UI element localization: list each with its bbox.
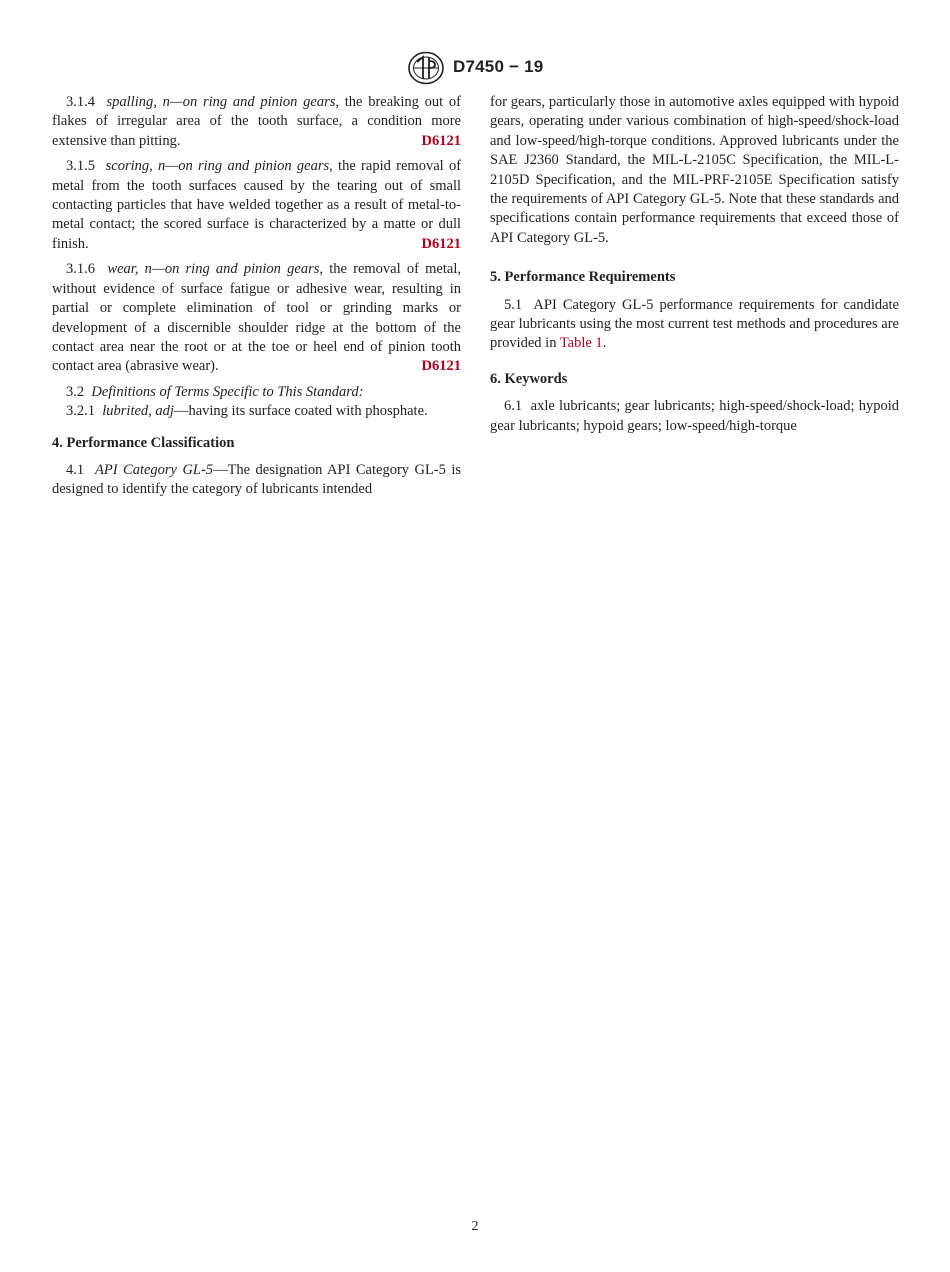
reference-link-d6121[interactable]: D6121 <box>421 358 461 375</box>
keywords-text: axle lubricants; gear lubricants; high-speed/shock-load; hypoid gear lubricants; hypoid gears; low-speed/high-torque <box>490 398 900 434</box>
section-heading: Definitions of Terms Specific to This Standard: <box>91 383 364 400</box>
term: scoring, n—on ring and pinion gears <box>105 158 330 175</box>
reference-link-d6121[interactable]: D6121 <box>421 235 461 252</box>
page-header <box>0 51 950 85</box>
paragraph-5-1 <box>490 296 899 354</box>
section-number: 3.1.5 <box>66 158 101 175</box>
section-heading-4: 4. Performance Classification <box>52 434 235 451</box>
left-column <box>52 93 461 506</box>
reference-link-d6121[interactable]: D6121 <box>421 132 461 149</box>
section-number: 3.1.4 <box>66 94 101 110</box>
section-number: 3.2 <box>66 383 88 400</box>
section-heading-6: 6. Keywords <box>490 370 568 387</box>
paragraph-text: API Category GL-5 performance requirements for candidate gear lubricants using the most current test methods and procedures are provided in <box>490 296 899 352</box>
right-column <box>490 93 899 442</box>
term: API Category GL-5 <box>95 461 214 478</box>
section-heading-5: 5. Performance Requirements <box>490 269 676 286</box>
definition-text: , the removal of metal, without evidence of surface fatigue or adhesive wear, resulting in partial or complete elimination of tool or grinding marks or development of a discernible shoulder ridge at the bottom of the contact area near the root or at the toe or heel end of pinion tooth contact area (abrasive wear). <box>52 261 461 375</box>
paragraph-6-1 <box>490 397 899 436</box>
section-number: 6.1 <box>504 398 527 415</box>
paragraph-4-1-continued: for gears, particularly those in automotive axles equipped with hypoid gears, operating under various combination of high-speed/shock-load and low-speed/high-torque conditions. Approved lubricants under the SAE J2360 Standard, the MIL-L-2105C Specification, the MIL-L-2105D Specification, and the MIL-PRF-2105E Specification satisfy the requirements of API Category GL-5. Note that these standards and specifications contain performance requirements that exceed those of API Category GL-5. <box>490 94 899 246</box>
table-1-link[interactable]: Table 1 <box>559 335 603 352</box>
paragraph-end: . <box>602 335 607 352</box>
section-number: 3.2.1 <box>66 403 99 420</box>
definition-text: , the breaking out of flakes of irregular area of the tooth surface, a condition more extensive than pitting. <box>52 94 462 149</box>
paragraph-3-2 <box>52 383 461 402</box>
reference-line <box>52 235 461 254</box>
definition-text: , the rapid removal of metal from the tooth surfaces caused by the tearing out of small contacting particles that have welded together as a result of metal-to-metal contact; the scored surface is characterized by a matte or dull finish. <box>52 158 462 252</box>
term: lubrited, adj <box>102 403 174 420</box>
astm-logo-icon <box>407 51 445 85</box>
definition-text: —The designation API Category GL-5 is designed to identify the category of lubricants intended <box>52 461 462 498</box>
section-number: 3.1.6 <box>66 261 102 278</box>
paragraph-4-1 <box>52 461 461 500</box>
section-number: 4.1 <box>66 461 90 478</box>
paragraph-3-2-1 <box>52 402 461 421</box>
term: spalling, n—on ring and pinion gears <box>106 94 336 110</box>
page-number: 2 <box>471 1219 479 1234</box>
definition-text: —having its surface coated with phosphate. <box>173 403 428 420</box>
term: wear, n—on ring and pinion gears <box>107 261 320 278</box>
section-number: 5.1 <box>504 296 529 313</box>
standard-designation: D7450 − 19 <box>453 57 544 76</box>
